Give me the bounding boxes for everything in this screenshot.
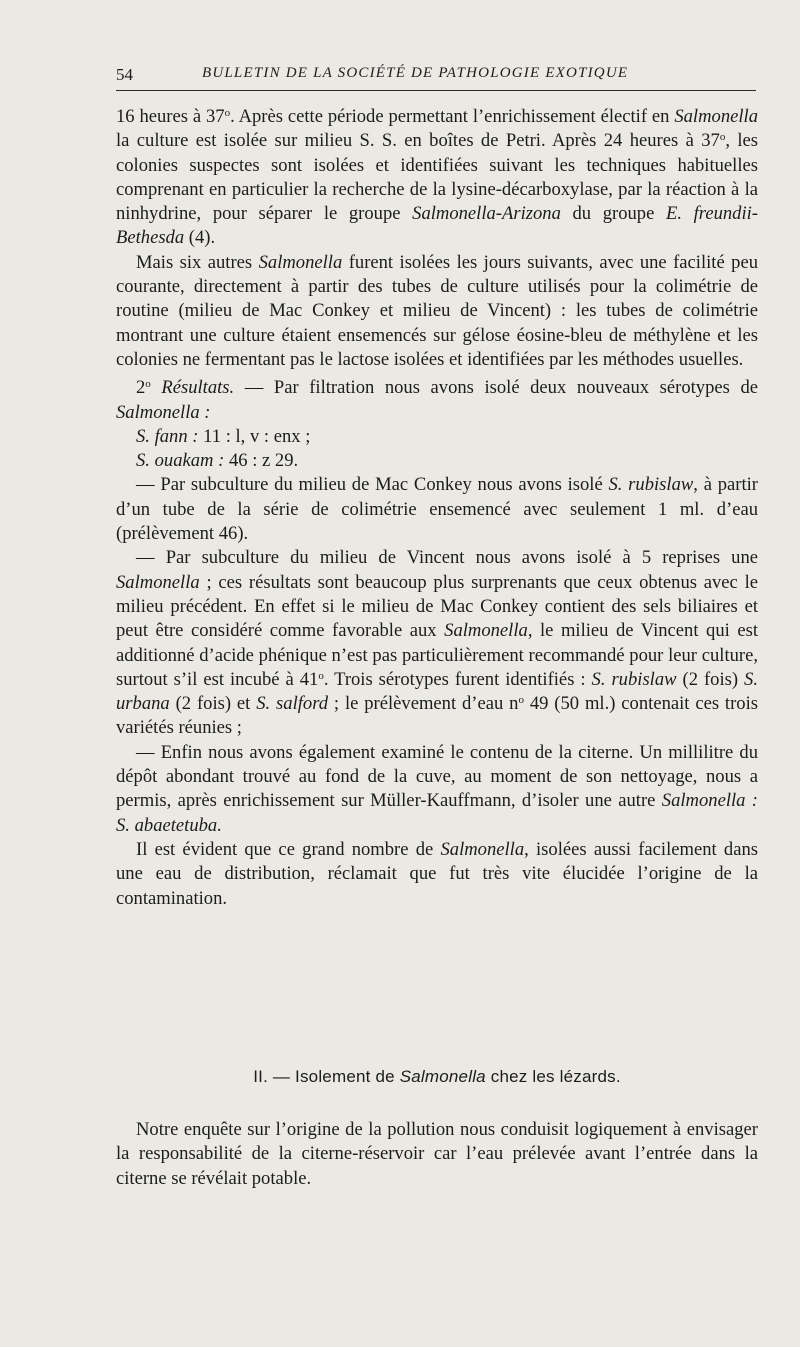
serotype-ouakam: S. ouakam : 46 : z 29. bbox=[136, 450, 299, 472]
paragraph-six-salmonella: Mais six autres Salmonella furent isolées les jours suivants, avec une facilité peu courante, directement à partir des tubes de culture utilisés pour la colimétrie de routine (milieu de Mac Conkey et milieu de Vincent) : les tubes de colimétrie montrant une culture étaient ensemencés sur gélose éosine-bleu de méthylène et les colonies ne fermentant pas le lactose isolées et identifiées par les méthodes usuelles. bbox=[116, 251, 758, 370]
page-number: 54 bbox=[116, 65, 133, 84]
paragraph-results: 2$^o$ Résultats. — Par filtration nous avons isolé deux nouveaux sérotypes de Salmonella : bbox=[116, 377, 758, 423]
paragraph-enrichment: 16 heures à 37$^o$. Après cette période permettant l’enrichissement électif en Salmonella la culture est isolée sur milieu S. S. en boîtes de Petri. Après 24 heures à 37$^o$, les colonies suspectes sont isolées et identifiées suivant les techniques habituelles comprenant en particulier la recherche de la lysine-décarboxylase, par la réaction à la ninhydrine, pour séparer le groupe Salmonella-Arizona du groupe E. freundii-Bethesda (4). bbox=[116, 106, 758, 249]
paragraph-enquete: Notre enquête sur l’origine de la pollution nous conduisit logiquement à envisager la responsabilité de la citerne-réservoir car l’eau prélevée avant l’entrée dans la citerne se révélait potable. bbox=[116, 1119, 758, 1189]
closing-body bbox=[116, 1118, 758, 1191]
paragraph-mac-conkey: — Par subculture du milieu de Mac Conkey nous avons isolé S. rubislaw, à partir d’un tube de la série de colimétrie ensemencé avec seulement 1 ml. d’eau (prélèvement 46). bbox=[116, 474, 758, 545]
article-body bbox=[116, 105, 758, 911]
paragraph-evident: Il est évident que ce grand nombre de Salmonella, isolées aussi facilement dans une eau de distribution, réclamait que fut très vite élucidée l’origine de la contamination. bbox=[116, 838, 758, 909]
paragraph-citerne: — Enfin nous avons également examiné le contenu de la citerne. Un millilitre du dépôt abondant trouvé au fond de la cuve, au moment de son nettoyage, nous a permis, après enrichissement sur Müller-Kauffmann, d’isoler une autre Salmonella : S. abaetetuba. bbox=[116, 741, 758, 836]
section-heading: II. — Isolement de Salmonella chez les lézards. bbox=[253, 1067, 621, 1086]
running-title: BULLETIN DE LA SOCIÉTÉ DE PATHOLOGIE EXOTIQUE bbox=[202, 65, 629, 81]
paragraph-vincent: — Par subculture du milieu de Vincent nous avons isolé à 5 reprises une Salmonella ; ces résultats sont beaucoup plus surprenants que ceux obtenus avec le milieu précédent. En effet si le milieu de Mac Conkey contient des sels biliaires et peut être considéré comme favorable aux Salmonella, le milieu de Vincent qui est additionné d’acide phénique n’est pas particulièrement recommandé pour leur culture, surtout s’il est incubé à 41$^o$. Trois sérotypes furent identifiés : S. rubislaw (2 fois) S. urbana (2 fois) et S. salford ; le prélèvement d’eau $n^o$ 49 (50 ml.) contenait ces trois variétés réunies ; bbox=[116, 547, 758, 739]
page-header bbox=[116, 64, 756, 91]
serotype-fann: S. fann : 11 : l, v : enx ; bbox=[136, 425, 311, 447]
